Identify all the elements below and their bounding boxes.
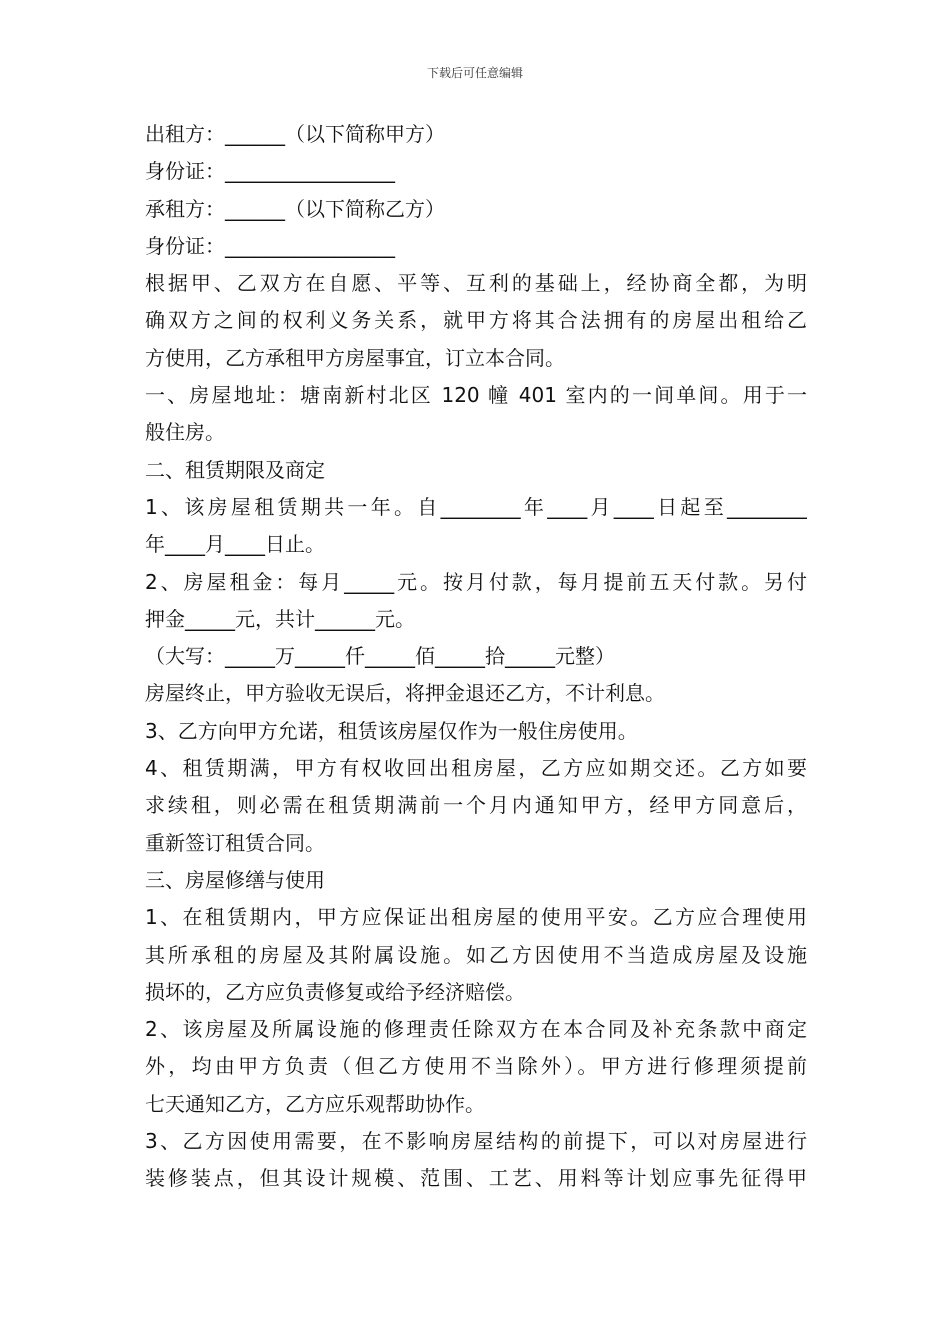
contract-line: 身份证：_________________: [145, 159, 395, 184]
contract-line: 根据甲、乙双方在自愿、平等、互利的基础上，经协商全都，为明: [145, 271, 807, 296]
contract-line: 方使用，乙方承租甲方房屋事宜，订立本合同。: [145, 345, 565, 370]
contract-line: 4、租赁期满，甲方有权收回出租房屋，乙方应如期交还。乙方如要: [145, 756, 807, 781]
contract-line: 年____月____日止。: [145, 532, 325, 557]
contract-line: 损坏的，乙方应负责修复或给予经济赔偿。: [145, 979, 525, 1004]
contract-line: 1、在租赁期内，甲方应保证出租房屋的使用平安。乙方应合理使用: [145, 905, 807, 930]
contract-line: 3、乙方因使用需要，在不影响房屋结构的前提下，可以对房屋进行: [145, 1129, 807, 1154]
contract-line: 一、房屋地址：塘南新村北区 120 幢 401 室内的一间单间。用于一: [145, 383, 807, 408]
contract-line: （大写：_____万_____仟_____佰_____拾_____元整）: [145, 644, 615, 669]
contract-line: 身份证：_________________: [145, 233, 395, 258]
contract-line: 求续租，则必需在租赁期满前一个月内通知甲方，经甲方同意后，: [145, 793, 807, 818]
contract-line: 七天通知乙方，乙方应乐观帮助协作。: [145, 1091, 485, 1116]
contract-line: 二、租赁期限及商定: [145, 457, 325, 482]
contract-line: 3、乙方向甲方允诺，租赁该房屋仅作为一般住房使用。: [145, 718, 638, 743]
contract-line: 重新签订租赁合同。: [145, 830, 325, 855]
contract-line: 装修装点，但其设计规模、范围、工艺、用料等计划应事先征得甲: [145, 1166, 807, 1191]
contract-line: 1、该房屋租赁期共一年。自________年____月____日起至________: [145, 494, 807, 519]
contract-line: 确双方之间的权利义务关系，就甲方将其合法拥有的房屋出租给乙: [145, 308, 807, 333]
contract-line: 2、该房屋及所属设施的修理责任除双方在本合同及补充条款中商定: [145, 1017, 807, 1042]
contract-line: 三、房屋修缮与使用: [145, 867, 325, 892]
contract-line: 房屋终止，甲方验收无误后，将押金退还乙方，不计利息。: [145, 681, 665, 706]
contract-line: 外，均由甲方负责（但乙方使用不当除外）。甲方进行修理须提前: [145, 1054, 807, 1079]
page-header-note: 下载后可任意编辑: [426, 66, 523, 80]
contract-line: 2、房屋租金：每月_____元。按月付款，每月提前五天付款。另付: [145, 569, 807, 594]
contract-line: 般住房。: [145, 420, 225, 445]
contract-line: 出租方：______（以下简称甲方）: [145, 122, 445, 146]
contract-line: 承租方：______（以下简称乙方）: [145, 196, 445, 221]
contract-line: 押金_____元，共计______元。: [145, 606, 415, 631]
contract-body: [145, 116, 807, 1198]
contract-line: 其所承租的房屋及其附属设施。如乙方因使用不当造成房屋及设施: [145, 942, 807, 967]
